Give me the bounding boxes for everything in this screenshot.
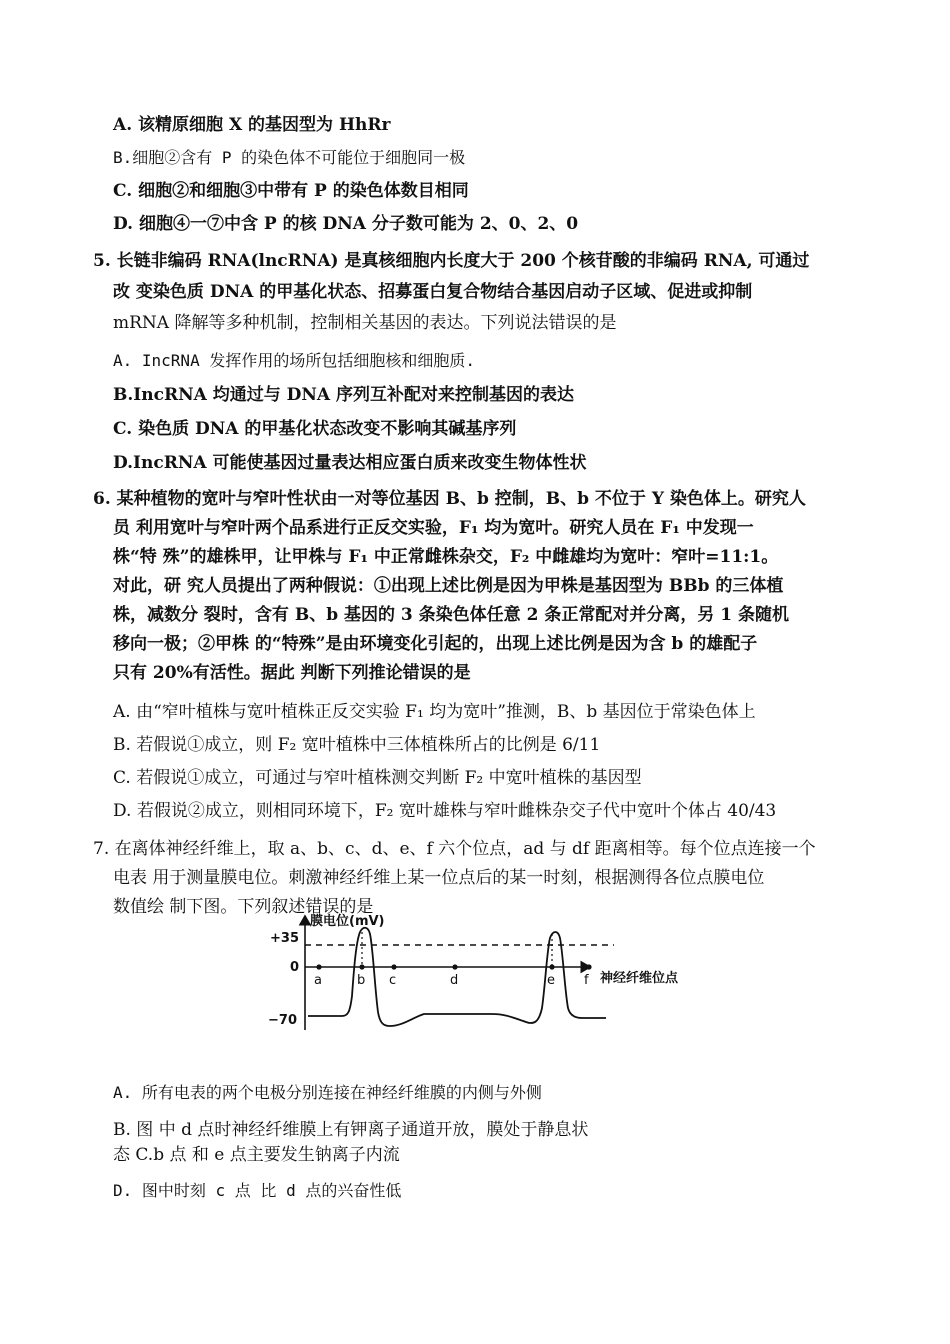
tick-label-bottom: −70 [268, 1013, 297, 1028]
site-b-dot [359, 964, 364, 969]
q7-stem-line-3: 数值绘 制下图。下列叙述错误的是 [113, 897, 374, 917]
site-label-d: d [450, 973, 459, 988]
q6-stem-line-5: 株，减数分 裂时，含有 B、b 基因的 3 条染色体任意 2 条正常配对并分离，另 1 条随机 [113, 605, 790, 625]
tick-label-zero: 0 [290, 960, 300, 975]
site-f-dot [586, 964, 591, 969]
q6-option-b: B. 若假说①成立，则 F₂ 宽叶植株中三体植株所占的比例是 6/11 [113, 735, 601, 755]
site-label-c: c [389, 973, 397, 988]
membrane-potential-figure [262, 908, 722, 1034]
q6-stem-line-3: 株“特 殊”的雄株甲，让甲株与 F₁ 中正常雌株杂交，F₂ 中雌雄均为宽叶：窄叶=11:1。 [113, 547, 779, 567]
site-label-e: e [547, 973, 555, 988]
y-axis-title: 膜电位(mV) [310, 914, 385, 929]
q6-stem-line-7: 只有 20%有活性。据此 判断下列推论错误的是 [113, 663, 471, 683]
q4-option-c: C. 细胞②和细胞③中带有 P 的染色体数目相同 [113, 181, 469, 201]
site-e-dot [549, 964, 554, 969]
q5-stem-line-2: 改 变染色质 DNA 的甲基化状态、招募蛋白复合物结合基因启动子区域、促进或抑制 [113, 282, 753, 302]
tick-label-top: +35 [270, 931, 299, 946]
q7-stem-line-1: 7. 在离体神经纤维上，取 a、b、c、d、e、f 六个位点，ad 与 df 距离相等。每个位点连接一个 [93, 839, 816, 859]
q7-option-d: D. 图中时刻 c 点 比 d 点的兴奋性低 [113, 1181, 402, 1200]
q4-option-b: B.细胞②含有 P 的染色体不可能位于细胞同一极 [113, 148, 466, 167]
site-label-a: a [314, 973, 322, 988]
q5-option-d: D.IncRNA 可能使基因过量表达相应蛋白质来改变生物体性状 [113, 453, 587, 473]
q7-option-b-line-2: 态 C.b 点 和 e 点主要发生钠离子内流 [113, 1145, 400, 1165]
q6-option-d: D. 若假说②成立，则相同环境下，F₂ 宽叶雄株与窄叶雌株杂交子代中宽叶个体占 40/43 [113, 801, 777, 821]
q7-stem-line-2: 电表 用于测量膜电位。刺激神经纤维上某一位点后的某一时刻，根据测得各位点膜电位 [113, 868, 765, 888]
q6-option-c: C. 若假说①成立，可通过与窄叶植株测交判断 F₂ 中宽叶植株的基因型 [113, 768, 642, 788]
q5-stem-line-1: 5. 长链非编码 RNA(lncRNA) 是真核细胞内长度大于 200 个核苷酸的非编码 RNA, 可通过 [93, 251, 810, 271]
x-axis-title: 神经纤维位点 [600, 971, 679, 986]
q5-option-b: B.IncRNA 均通过与 DNA 序列互补配对来控制基因的表达 [113, 385, 575, 405]
q4-option-a: A. 该精原细胞 X 的基因型为 HhRr [113, 115, 391, 135]
site-label-b: b [357, 973, 366, 988]
site-c-dot [391, 964, 396, 969]
q5-stem-line-3: mRNA 降解等多种机制，控制相关基因的表达。下列说法错误的是 [113, 313, 617, 333]
site-d-dot [452, 964, 457, 969]
q6-stem-line-4: 对此，研 究人员提出了两种假说：①出现上述比例是因为甲株是基因型为 BBb 的三体植 [113, 576, 784, 596]
q6-stem-line-1: 6. 某种植物的宽叶与窄叶性状由一对等位基因 B、b 控制，B、b 不位于 Y 染色体上。研究人 [93, 489, 806, 509]
q5-option-c: C. 染色质 DNA 的甲基化状态改变不影响其碱基序列 [113, 419, 517, 439]
q7-option-b-line-1: B. 图 中 d 点时神经纤维膜上有钾离子通道开放，膜处于静息状 [113, 1120, 589, 1140]
q6-stem-line-6: 移向一极；②甲株 的“特殊”是由环境变化引起的，出现上述比例是因为含 b 的雄配子 [113, 634, 758, 654]
q5-option-a: A. IncRNA 发挥作用的场所包括细胞核和细胞质. [113, 351, 475, 370]
q4-option-d: D. 细胞④一⑦中含 P 的核 DNA 分子数可能为 2、0、2、0 [113, 214, 579, 234]
q6-stem-line-2: 员 利用宽叶与窄叶两个品系进行正反交实验，F₁ 均为宽叶。研究人员在 F₁ 中发现一 [113, 518, 754, 538]
site-a-dot [316, 964, 321, 969]
q7-option-a: A. 所有电表的两个电极分别连接在神经纤维膜的内侧与外侧 [113, 1083, 542, 1102]
q6-option-a: A. 由“窄叶植株与宽叶植株正反交实验 F₁ 均为宽叶”推测，B、b 基因位于常染色体上 [113, 702, 756, 722]
site-label-f: f [584, 973, 589, 988]
